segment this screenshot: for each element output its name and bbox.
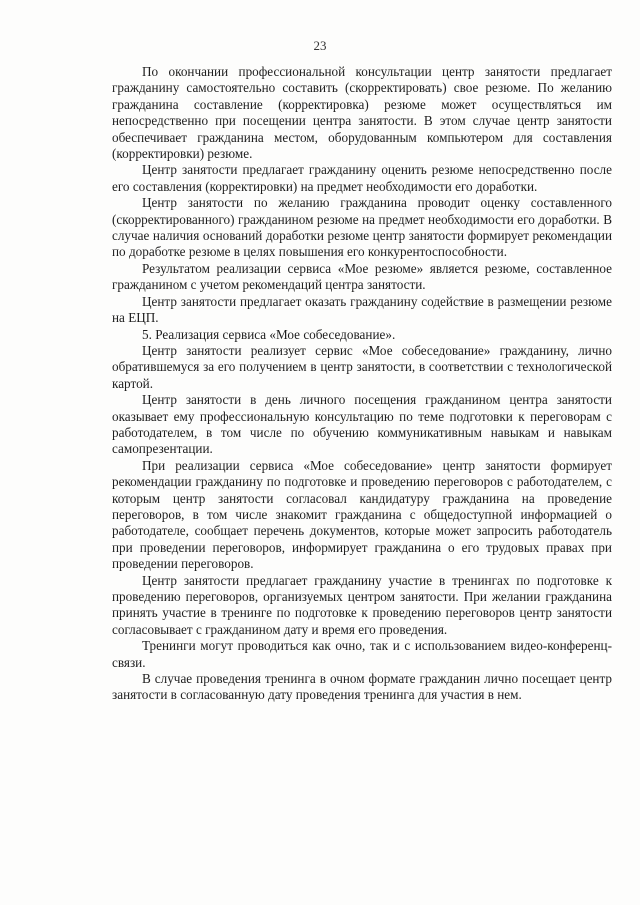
page-number: 23 (313, 38, 327, 53)
paragraph: Центр занятости предлагает оказать гражданину содействие в размещении резюме на ЕЦП. (112, 293, 612, 326)
paragraph: Центр занятости реализует сервис «Мое собеседование» гражданину, лично обратившемуся за его получением в центр занятости, в соответствии с технологической картой. (112, 342, 612, 391)
section-heading: 5. Реализация сервиса «Мое собеседование». (142, 326, 396, 342)
paragraph: Центр занятости предлагает гражданину участие в тренингах по подготовке к проведению переговоров, организуемых центром занятости. При желании гражданина принять участие в тренинге по подготовке к проведению переговоров центр занятости согласовывает с гражданином дату и время его проведения. (112, 572, 612, 637)
paragraph: Тренинги могут проводиться как очно, так и с использованием видео-конференц-связи. (112, 638, 612, 670)
paragraph: Центр занятости предлагает гражданину оценить резюме непосредственно после его составления (корректировки) на предмет необходимости его доработки. (112, 162, 612, 194)
document-body (112, 64, 612, 704)
paragraph: Результатом реализации сервиса «Мое резюме» является резюме, составленное гражданином с учетом рекомендаций центра занятости. (112, 260, 612, 293)
paragraph: Центр занятости по желанию гражданина проводит оценку составленного (скорректированного) гражданином резюме на предмет необходимости его доработки. В случае наличия оснований доработки резюме центр занятости формирует рекомендации по доработке резюме в целях повышения его конкурентоспособности. (112, 195, 612, 260)
paragraph: В случае проведения тренинга в очном формате гражданин лично посещает центр занятости в согласованную дату проведения тренинга для участия в нем. (112, 671, 612, 703)
paragraph: Центр занятости в день личного посещения гражданином центра занятости оказывает ему профессиональную консультацию по теме подготовки к переговорам с работодателем, в том числе по обучению коммуникативным навыкам и навыкам самопрезентации. (112, 392, 612, 457)
paragraph: По окончании профессиональной консультации центр занятости предлагает гражданину самостоятельно составить (скорректировать) свое резюме. По желанию гражданина составление (корректировка) резюме может осуществляться им непосредственно при посещении центра занятости. В этом случае центр занятости обеспечивает гражданина местом, оборудованным компьютером для составления (корректировки) резюме. (112, 64, 612, 162)
paragraph: При реализации сервиса «Мое собеседование» центр занятости формирует рекомендации гражданину по подготовке и проведению переговоров с работодателем, с которым центр занятости согласовал кандидатуру гражданина на проведение переговоров, в том числе знакомит гражданина с общедоступной информацией о работодателе, сообщает перечень документов, которые может запросить работодатель при проведении переговоров, информирует гражданина о его трудовых правах при проведении переговоров. (112, 457, 612, 572)
